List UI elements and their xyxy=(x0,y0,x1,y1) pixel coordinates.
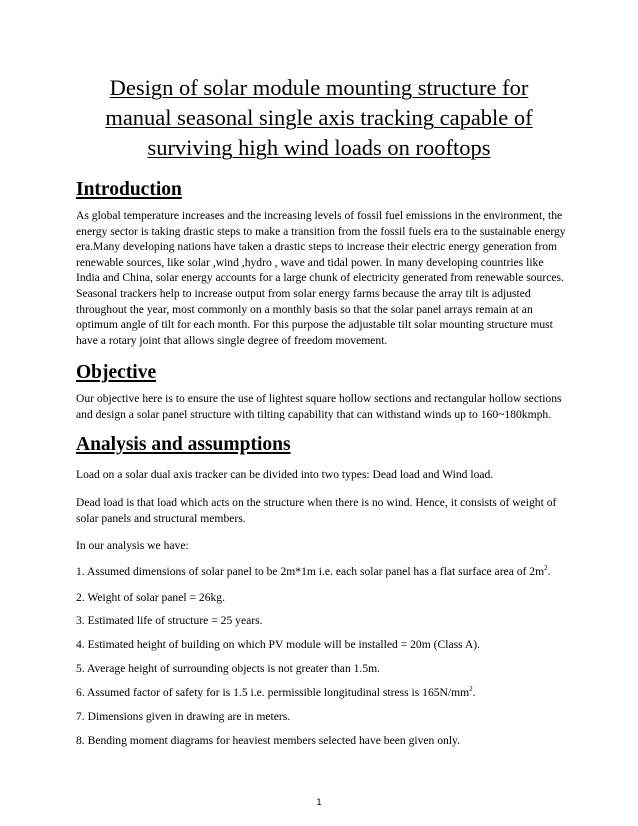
paragraph-line: have a rotary joint that allows single degree of freedom movement. xyxy=(76,333,388,347)
objective-paragraph xyxy=(76,391,572,422)
assumption-text: 1. Assumed dimensions of solar panel to be 2m*1m i.e. each solar panel has a flat surface area of 2m xyxy=(76,565,545,578)
assumption-item xyxy=(76,637,480,652)
assumption-suffix: . xyxy=(547,565,551,578)
paragraph-line: solar panels and structural members. xyxy=(76,511,246,525)
superscript: 2 xyxy=(544,564,548,573)
title-line: manual seasonal single axis tracking capable of xyxy=(105,105,533,130)
paragraph-line: era.Many developing nations have taken a drastic steps to increase their electric energy generation from xyxy=(76,240,558,254)
paragraph-line: Our objective here is to ensure the use of lightest square hollow sections and rectangular hollow sections xyxy=(76,392,562,405)
introduction-paragraph xyxy=(76,208,572,348)
assumption-text: 5. Average height of surrounding objects is not greater than 1.5m. xyxy=(76,662,381,675)
assumption-item xyxy=(76,709,290,724)
assumption-item xyxy=(76,613,263,628)
paragraph-line: Dead load is that load which acts on the structure when there is no wind. Hence, it consists of weight of xyxy=(76,496,557,509)
superscript: 2 xyxy=(469,685,473,694)
assumption-item xyxy=(76,564,551,579)
title-line: surviving high wind loads on rooftops xyxy=(147,135,491,160)
assumption-text: 3. Estimated life of structure = 25 years. xyxy=(76,614,263,627)
paragraph-line: Seasonal trackers help to increase output from solar energy farms because the array tilt is adjusted xyxy=(76,286,531,300)
paragraph-line: India and China, solar energy accounts for a large chunk of electricity generated from renewable sources. xyxy=(76,271,564,285)
page-number: 1 xyxy=(316,797,322,807)
analysis-heading: Analysis and assumptions xyxy=(76,434,291,455)
paragraph-line: energy sector is taking drastic steps to make a transition from the fossil fuels era to the sustainable energy xyxy=(76,224,566,238)
paragraph-line: optimum angle of tilt for each month. For this purpose the adjustable tilt solar mounting structure must xyxy=(76,318,553,332)
objective-heading: Objective xyxy=(76,362,157,383)
document-title xyxy=(60,73,578,163)
assumption-text: 6. Assumed factor of safety for is 1.5 i.e. permissible longitudinal stress is 165N/mm xyxy=(76,686,470,699)
dead-load-paragraph xyxy=(76,495,572,526)
assumption-text: 8. Bending moment diagrams for heaviest members selected have been given only. xyxy=(76,734,460,747)
load-types-text: Load on a solar dual axis tracker can be divided into two types: Dead load and Wind load. xyxy=(76,468,494,481)
introduction-heading: Introduction xyxy=(76,179,182,200)
assumption-item xyxy=(76,661,380,676)
assumption-item xyxy=(76,733,460,748)
assumption-item xyxy=(76,590,225,605)
assumption-text: 2. Weight of solar panel = 26kg. xyxy=(76,591,225,604)
paragraph-line: As global temperature increases and the increasing levels of fossil fuel emissions in the environment, the xyxy=(76,209,563,222)
assumption-text: 7. Dimensions given in drawing are in meters. xyxy=(76,710,291,723)
assumption-text: 4. Estimated height of building on which PV module will be installed = 20m (Class A). xyxy=(76,638,481,651)
paragraph-line: and design a solar panel structure with tilting capability that can withstand winds up to 160~180kmph. xyxy=(76,407,552,421)
paragraph-line: renewable sources, like solar ,wind ,hydro , wave and tidal power. In many developing countries like xyxy=(76,255,544,269)
assumption-item xyxy=(76,685,476,700)
analysis-intro: In our analysis we have: xyxy=(76,539,189,552)
title-line: Design of solar module mounting structure for xyxy=(109,75,529,100)
paragraph-line: throughout the year, most commonly on a monthly basis so that the solar panel arrays remain at an xyxy=(76,302,533,316)
assumption-suffix: . xyxy=(472,686,476,699)
